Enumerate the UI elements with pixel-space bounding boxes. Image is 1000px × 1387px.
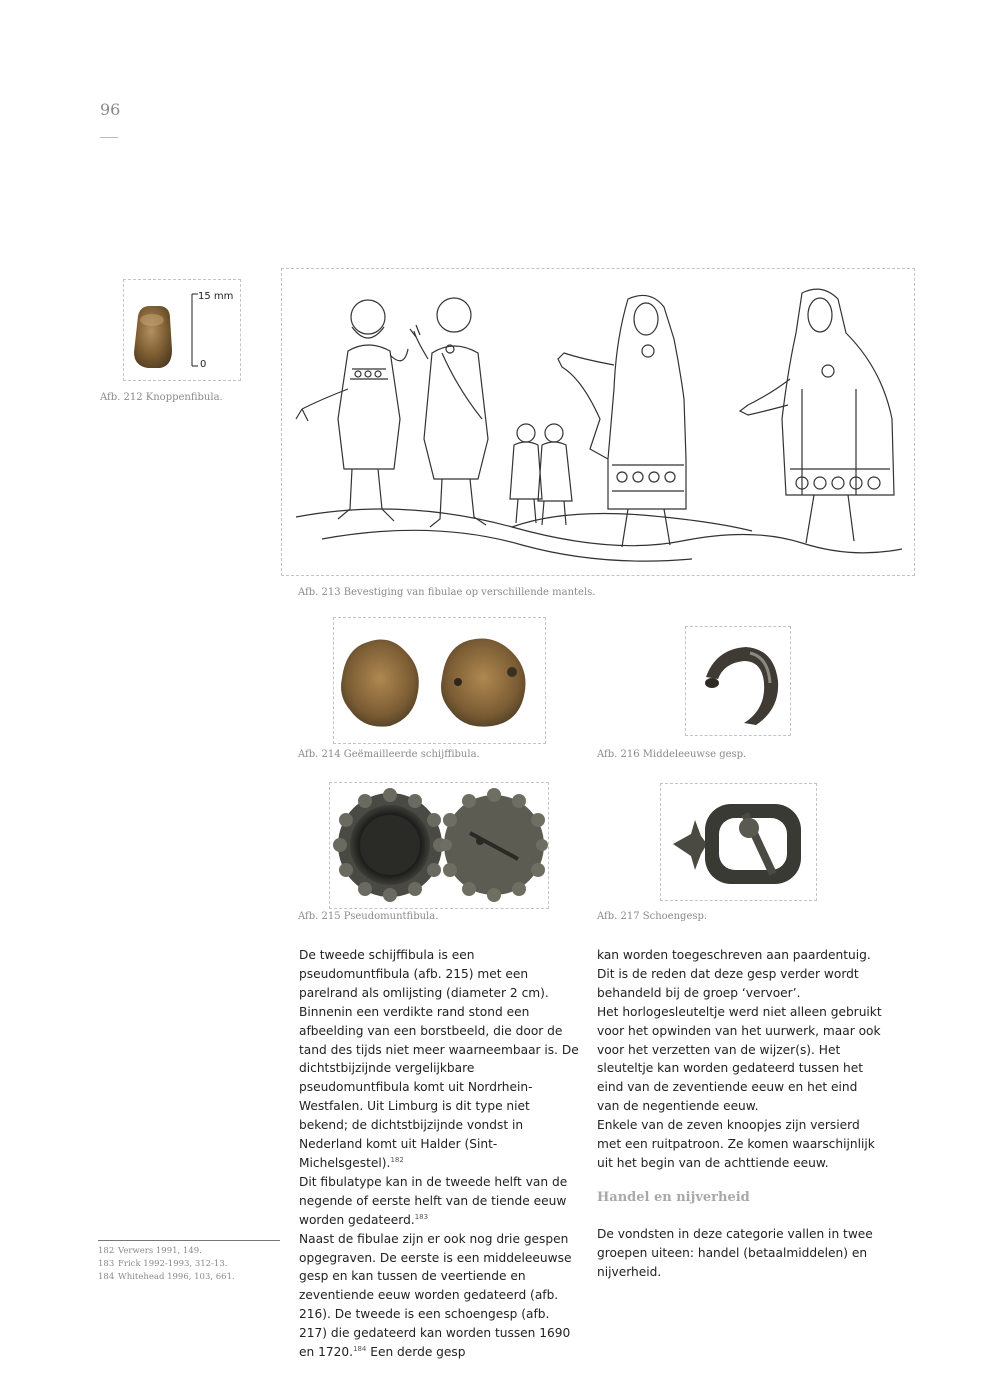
page-number: 96 xyxy=(100,100,121,119)
footnote: 182 Verwers 1991, 149. xyxy=(98,1246,202,1256)
paragraph: Enkele van de zeven knoopjes zijn versierd met een ruitpatroon. Ze komen waarschijnlijk uit het begin van de achttiende eeuw. xyxy=(597,1118,875,1170)
figure-215-photo xyxy=(329,782,549,909)
footnote-rule xyxy=(98,1240,280,1241)
figure-212-caption: Afb. 212 Knoppenfibula. xyxy=(100,392,223,403)
paragraph: De tweede schijffibula is een pseudomuntfibula (afb. 215) met een parelrand als omlijsting (diameter 2 cm). Binnenin een verdikte rand stond een afbeelding van een borstbeeld, die door de tand des tijds niet meer waarneembaar is. De dichtstbijzijnde vergelijkbare pseudomuntfibula komt uit Nordrhein-Westfalen. Uit Limburg is dit type niet bekend; de dichtstbijzijnde vondst in Nederland komt uit Halder (Sint-Michelsgestel).$^{182}$ xyxy=(299,948,579,1170)
body-column-left xyxy=(299,946,579,1362)
figure-216-photo xyxy=(685,626,791,736)
scale-label-top: 15 mm xyxy=(198,291,234,302)
figure-212-photo xyxy=(123,279,241,381)
figure-214-caption: Afb. 214 Geëmailleerde schijffibula. xyxy=(298,749,480,760)
section-heading: Handel en nijverheid xyxy=(597,1189,750,1205)
paragraph: Dit fibulatype kan in de tweede helft van de negende of eerste helft van de tiende eeuw worden gedateerd.$^{183}$ xyxy=(299,1174,568,1227)
body-column-right xyxy=(597,946,882,1282)
footnote-ref: 183 xyxy=(414,1212,429,1221)
page-number-rule xyxy=(100,137,118,138)
figure-213-drawing xyxy=(281,268,915,576)
figure-213-caption: Afb. 213 Bevestiging van fibulae op verschillende mantels. xyxy=(298,587,596,598)
footnote: 183 Frick 1992-1993, 312-13. xyxy=(98,1259,228,1269)
paragraph: Naast de fibulae zijn er ook nog drie gespen opgegraven. De eerste is een middeleeuwse gesp en kan tussen de veertiende en zeventiende eeuw worden gedateerd (afb. 216). De tweede is een schoengesp (afb. 217) die gedateerd kan worden tussen 1690 en 1720.$^{184}$ Een derde gesp xyxy=(299,1231,572,1360)
figure-214-photo xyxy=(333,617,546,744)
paragraph: kan worden toegeschreven aan paardentuig. Dit is de reden dat deze gesp verder wordt behandeld bij de groep ‘vervoer’. xyxy=(597,948,871,1000)
footnote-ref: 182 xyxy=(390,1155,404,1164)
figure-217-photo xyxy=(660,783,817,901)
footnotes xyxy=(98,1245,235,1284)
figure-215-caption: Afb. 215 Pseudomuntfibula. xyxy=(298,911,439,922)
footnote-ref: 184 xyxy=(353,1345,367,1354)
paragraph: De vondsten in deze categorie vallen in twee groepen uiteen: handel (betaalmiddelen) en nijverheid. xyxy=(597,1226,873,1279)
footnote: 184 Whitehead 1996, 103, 661. xyxy=(98,1272,235,1282)
scale-label-bottom: 0 xyxy=(200,359,207,370)
figure-216-caption: Afb. 216 Middeleeuwse gesp. xyxy=(597,749,747,760)
paragraph: Het horlogesleuteltje werd niet alleen gebruikt voor het opwinden van het uurwerk, maar ook voor het verzetten van de wijzer(s). Het sleuteltje kan worden gedateerd tussen het eind van de zeventiende eeuw en het eind van de negentiende eeuw. xyxy=(597,1004,882,1114)
figure-217-caption: Afb. 217 Schoengesp. xyxy=(597,911,708,922)
